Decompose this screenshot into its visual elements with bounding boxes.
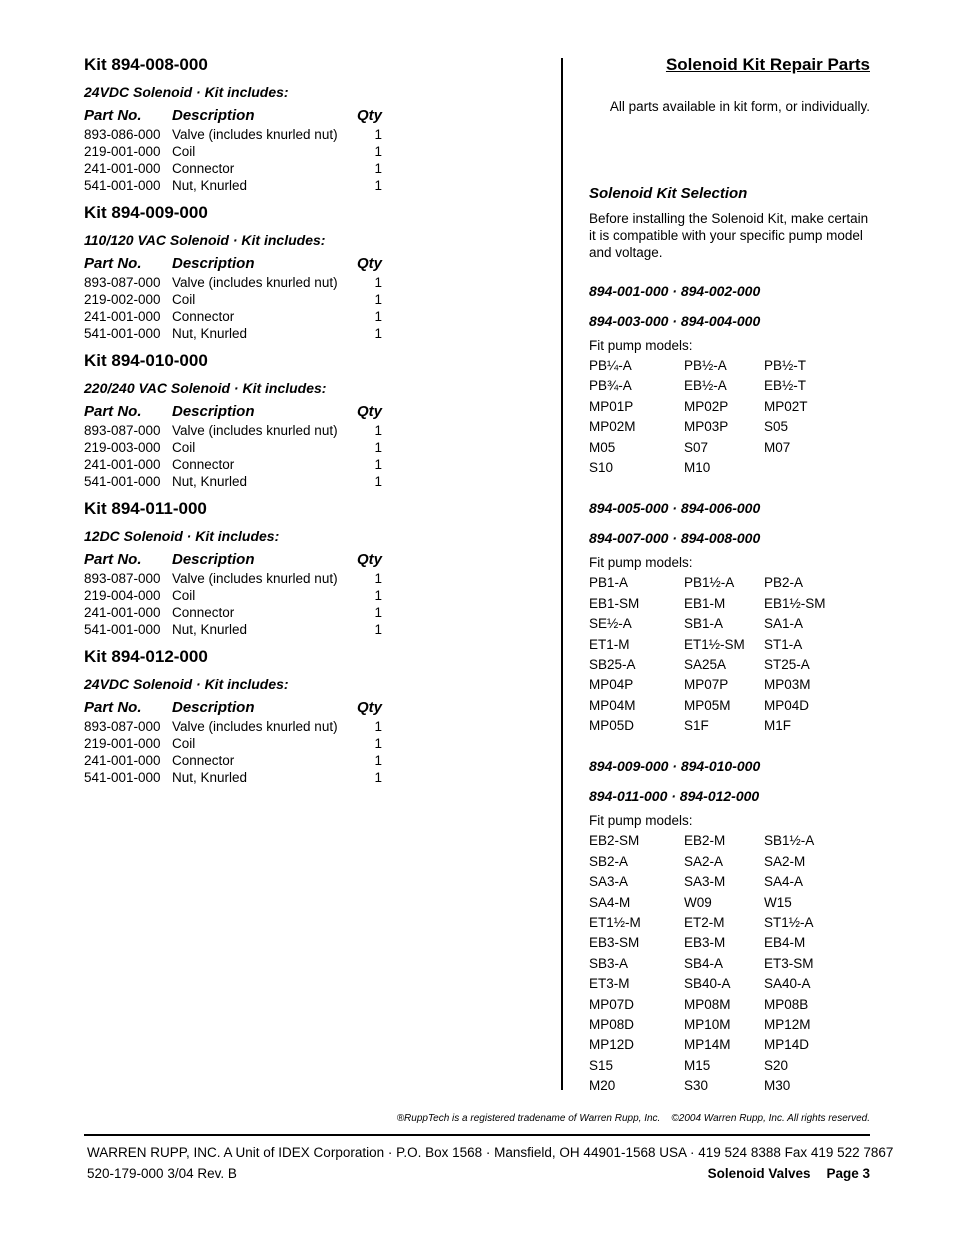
part-qty: 1 [374, 770, 382, 785]
model-item: M15 [684, 1057, 711, 1073]
model-item: ST25-A [764, 656, 810, 672]
model-item: SA40-A [764, 976, 811, 992]
model-item: MP05D [589, 718, 635, 734]
model-item: PB¼-A [589, 358, 632, 373]
model-item: SA1-A [764, 616, 804, 632]
model-item: M10 [684, 459, 711, 475]
kit-numbers: 894-005-000 · 894-006-000 [589, 500, 761, 517]
model-item: SB3-A [589, 955, 629, 971]
model-item: ST1½-A [764, 915, 814, 931]
header-qty: Qty [356, 699, 382, 716]
model-item: EB½-A [684, 378, 727, 394]
part-description: Valve (includes knurled nut) [171, 127, 338, 142]
table-row [84, 718, 384, 735]
model-item: EB1-M [684, 595, 726, 611]
part-qty: 1 [374, 622, 382, 637]
part-number: 893-087-000 [84, 719, 161, 734]
kit-block [84, 202, 384, 342]
model-item: MP02M [589, 419, 636, 435]
part-number: 541-001-000 [84, 326, 161, 341]
parts-table [84, 550, 384, 638]
part-qty: 1 [374, 440, 382, 455]
model-item: M30 [764, 1078, 791, 1094]
parts-table [84, 402, 384, 490]
header-part: Part No. [84, 107, 142, 124]
model-item: EB1-SM [589, 595, 640, 611]
model-item: SB2-A [589, 853, 629, 869]
model-item: PB2-A [764, 575, 804, 591]
kit-block [84, 646, 384, 786]
model-item: MP02P [684, 398, 729, 414]
model-item: SB4-A [684, 955, 724, 971]
model-item: EB4-M [764, 935, 806, 951]
parts-table [84, 698, 384, 786]
kit-block [84, 54, 384, 194]
part-qty: 1 [374, 127, 382, 142]
table-row [84, 291, 384, 308]
section-name: Solenoid Valves [707, 1166, 811, 1181]
model-item: SB1½-A [764, 833, 815, 849]
model-item: ET3-M [589, 976, 630, 992]
model-grid [589, 831, 870, 1096]
model-item: EB½-T [764, 378, 807, 394]
part-number: 893-086-000 [84, 127, 161, 142]
model-item: PB½-T [764, 358, 807, 373]
part-description: Nut, Knurled [171, 326, 248, 341]
kit-title: Kit 894-012-000 [84, 647, 208, 666]
table-row [84, 422, 384, 439]
fit-label: Fit pump models: [589, 555, 693, 571]
selection-heading: Solenoid Kit Selection [589, 185, 748, 202]
model-item: MP01P [589, 398, 634, 414]
model-item: MP14D [764, 1037, 810, 1053]
model-item: PB¾-A [589, 378, 632, 394]
model-item: SA4-A [764, 874, 804, 890]
part-number: 241-001-000 [84, 161, 161, 176]
model-item: S15 [589, 1057, 614, 1073]
availability-note: All parts available in kit form, or individually. [609, 99, 870, 114]
model-item: EB1½-SM [764, 595, 826, 611]
model-item: S07 [684, 439, 709, 455]
header-part: Part No. [84, 551, 142, 568]
table-row [84, 325, 384, 342]
header-part: Part No. [84, 699, 142, 716]
part-qty: 1 [374, 423, 382, 438]
part-description: Connector [171, 161, 235, 176]
part-number: 541-001-000 [84, 178, 161, 193]
model-item: M05 [589, 439, 616, 455]
kit-numbers: 894-001-000 · 894-002-000 [589, 283, 761, 299]
header-description: Description [171, 255, 255, 272]
model-grid [589, 573, 870, 736]
part-number: 219-003-000 [84, 440, 161, 455]
model-item: W09 [684, 894, 712, 910]
table-row [84, 587, 384, 604]
part-description: Valve (includes knurled nut) [171, 719, 338, 734]
fit-label: Fit pump models: [589, 338, 693, 353]
kit-block [84, 350, 384, 490]
model-item: ST1-A [764, 636, 803, 652]
kit-title: Kit 894-011-000 [84, 499, 207, 518]
header-description: Description [171, 699, 255, 716]
part-description: Connector [171, 605, 235, 620]
model-item: S30 [684, 1078, 709, 1094]
selection-text: Before installing the Solenoid Kit, make certain it is compatible with your specific pump model and voltage. [589, 211, 869, 260]
part-qty: 1 [374, 719, 382, 734]
compat-group [589, 756, 870, 1096]
part-number: 541-001-000 [84, 622, 161, 637]
kit-list [84, 54, 384, 794]
model-item: SA2-M [764, 853, 806, 869]
compat-group [589, 281, 870, 478]
part-qty: 1 [374, 474, 382, 489]
model-item: MP12M [764, 1016, 811, 1032]
part-number: 219-002-000 [84, 292, 161, 307]
part-number: 219-001-000 [84, 144, 161, 159]
model-item: ET2-M [684, 915, 725, 931]
model-item: EB2-M [684, 833, 726, 849]
model-item: S1F [684, 718, 709, 734]
doc-number: 520-179-000 3/04 Rev. B [87, 1166, 237, 1181]
model-item: PB1½-A [684, 575, 735, 591]
part-qty: 1 [374, 275, 382, 290]
table-row [84, 177, 384, 194]
table-row [84, 473, 384, 490]
table-row [84, 752, 384, 769]
model-item: M20 [589, 1078, 616, 1094]
table-row [84, 570, 384, 587]
header-description: Description [171, 551, 255, 568]
header-description: Description [171, 403, 255, 420]
table-header-row [84, 106, 384, 126]
part-qty: 1 [374, 571, 382, 586]
model-item: MP03P [684, 419, 729, 435]
model-item: MP08B [764, 996, 809, 1012]
part-qty: 1 [374, 457, 382, 472]
page-label [708, 1166, 870, 1181]
model-item: EB3-M [684, 935, 726, 951]
model-item: MP02T [764, 398, 808, 414]
part-description: Valve (includes knurled nut) [171, 423, 338, 438]
kit-subtitle: 24VDC Solenoid · Kit includes: [84, 84, 289, 100]
table-header-row [84, 402, 384, 422]
model-item: SA2-A [684, 853, 724, 869]
part-number: 893-087-000 [84, 275, 161, 290]
kit-subtitle: 12DC Solenoid · Kit includes: [84, 528, 280, 544]
part-number: 893-087-000 [84, 571, 161, 586]
header-qty: Qty [356, 107, 382, 124]
part-description: Nut, Knurled [171, 770, 248, 785]
part-qty: 1 [374, 736, 382, 751]
model-item: PB1-A [589, 575, 629, 591]
column-divider [561, 58, 563, 1090]
part-number: 219-004-000 [84, 588, 161, 603]
model-item: SA3-A [589, 874, 629, 890]
model-grid [589, 356, 870, 478]
model-item: EB3-SM [589, 935, 640, 951]
part-number: 241-001-000 [84, 309, 161, 324]
kit-title: Kit 894-010-000 [84, 351, 208, 370]
model-item: SA3-M [684, 874, 726, 890]
model-item: MP12D [589, 1037, 635, 1053]
part-qty: 1 [374, 309, 382, 324]
footer-rule [84, 1134, 870, 1136]
kit-title: Kit 894-009-000 [84, 203, 208, 222]
kit-subtitle: 220/240 VAC Solenoid · Kit includes: [84, 380, 327, 396]
table-row [84, 143, 384, 160]
table-header-row [84, 254, 384, 274]
part-description: Valve (includes knurled nut) [171, 275, 338, 290]
part-description: Nut, Knurled [171, 178, 248, 193]
model-item: MP04D [764, 697, 810, 713]
kit-numbers: 894-003-000 · 894-004-000 [589, 313, 761, 329]
table-row [84, 621, 384, 638]
part-qty: 1 [374, 161, 382, 176]
part-description: Connector [171, 309, 235, 324]
model-item: MP04M [589, 697, 636, 713]
model-item: MP05M [684, 697, 731, 713]
part-description: Coil [171, 292, 196, 307]
header-description: Description [171, 107, 255, 124]
model-item: MP03M [764, 677, 811, 693]
model-item: ET1½-SM [684, 636, 745, 652]
model-item: MP07D [589, 996, 635, 1012]
table-row [84, 274, 384, 291]
model-item: M07 [764, 439, 791, 455]
model-item: ET1½-M [589, 915, 641, 931]
model-item: MP14M [684, 1037, 731, 1053]
header-part: Part No. [84, 403, 142, 420]
part-description: Connector [171, 753, 235, 768]
model-item: ET1-M [589, 636, 630, 652]
part-qty: 1 [374, 605, 382, 620]
compatibility-groups [589, 281, 870, 1097]
model-item: S20 [764, 1057, 789, 1073]
part-description: Connector [171, 457, 235, 472]
part-description: Valve (includes knurled nut) [171, 571, 338, 586]
table-row [84, 126, 384, 143]
model-item: MP08D [589, 1016, 635, 1032]
header-qty: Qty [356, 551, 382, 568]
part-qty: 1 [374, 326, 382, 341]
part-number: 241-001-000 [84, 753, 161, 768]
table-row [84, 769, 384, 786]
kit-subtitle: 110/120 VAC Solenoid · Kit includes: [84, 232, 326, 248]
part-number: 241-001-000 [84, 605, 161, 620]
model-item: SA25A [684, 656, 727, 672]
model-item: S05 [764, 419, 789, 435]
part-qty: 1 [374, 144, 382, 159]
part-qty: 1 [374, 588, 382, 603]
part-description: Coil [171, 588, 196, 603]
model-item: W15 [764, 894, 792, 910]
fit-label: Fit pump models: [589, 813, 693, 829]
table-header-row [84, 698, 384, 718]
model-item: SB1-A [684, 616, 724, 632]
repair-parts-section [589, 54, 870, 1097]
company-line: WARREN RUPP, INC. A Unit of IDEX Corporation · P.O. Box 1568 · Mansfield, OH 44901-1568 USA · 419 524 8388 Fax 419 522 7867 [87, 1145, 894, 1160]
kit-title: Kit 894-008-000 [84, 55, 208, 74]
kit-subtitle: 24VDC Solenoid · Kit includes: [84, 676, 289, 692]
model-item: MP08M [684, 996, 731, 1012]
model-item: ET3-SM [764, 955, 814, 971]
parts-table [84, 106, 384, 194]
trademark-note: ®RuppTech is a registered tradename of Warren Rupp, Inc. ©2004 Warren Rupp, Inc. All rights reserved. [396, 1113, 870, 1124]
table-header-row [84, 550, 384, 570]
kit-numbers: 894-009-000 · 894-010-000 [589, 758, 761, 775]
part-qty: 1 [374, 292, 382, 307]
kit-numbers: 894-011-000 · 894-012-000 [589, 788, 760, 805]
part-number: 241-001-000 [84, 457, 161, 472]
part-description: Coil [171, 736, 196, 751]
table-row [84, 439, 384, 456]
table-row [84, 604, 384, 621]
model-item: EB2-SM [589, 833, 640, 849]
model-item: M1F [764, 718, 791, 734]
part-description: Nut, Knurled [171, 474, 248, 489]
compat-group [589, 498, 870, 736]
model-item: SB25-A [589, 656, 636, 672]
part-qty: 1 [374, 178, 382, 193]
section-title: Solenoid Kit Repair Parts [665, 55, 870, 74]
part-number: 541-001-000 [84, 770, 161, 785]
table-row [84, 308, 384, 325]
part-description: Nut, Knurled [171, 622, 248, 637]
part-number: 541-001-000 [84, 474, 161, 489]
table-row [84, 456, 384, 473]
model-item: MP07P [684, 677, 729, 693]
page-number: Page 3 [826, 1166, 870, 1181]
model-item: SB40-A [684, 976, 731, 992]
part-description: Coil [171, 144, 196, 159]
part-description: Coil [171, 440, 196, 455]
model-item: SA4-M [589, 894, 631, 910]
part-number: 219-001-000 [84, 736, 161, 751]
model-item: SE½-A [589, 616, 632, 632]
kit-numbers: 894-007-000 · 894-008-000 [589, 530, 761, 547]
part-qty: 1 [374, 753, 382, 768]
model-item: MP10M [684, 1016, 731, 1032]
table-row [84, 735, 384, 752]
model-item: PB½-A [684, 358, 727, 373]
header-qty: Qty [356, 403, 382, 420]
part-number: 893-087-000 [84, 423, 161, 438]
model-item: MP04P [589, 677, 634, 693]
parts-table [84, 254, 384, 342]
header-qty: Qty [356, 255, 382, 272]
header-part: Part No. [84, 255, 142, 272]
kit-block [84, 498, 384, 638]
table-row [84, 160, 384, 177]
model-item: S10 [589, 459, 614, 475]
